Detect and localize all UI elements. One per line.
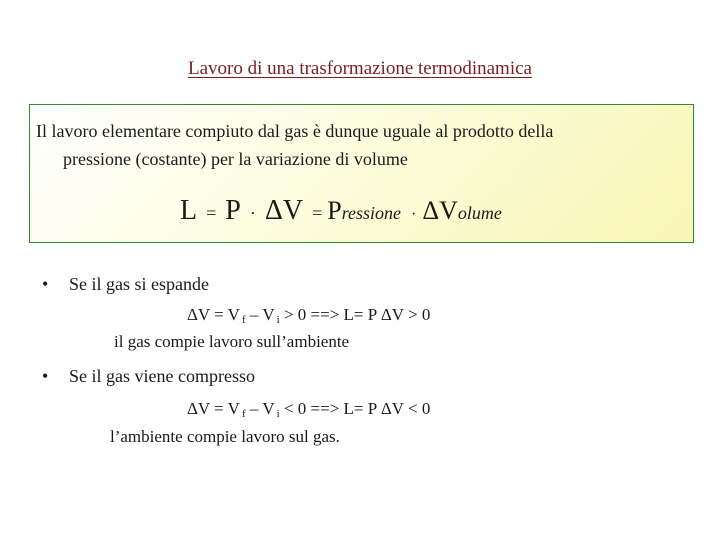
slide-title: [0, 58, 720, 80]
eq-part: – V: [245, 305, 275, 324]
bullet-compression-text: Se il gas viene compresso: [69, 366, 255, 386]
work-formula: [180, 195, 502, 227]
eq-part: – V: [245, 399, 275, 418]
formula-equals-2: =: [312, 203, 323, 223]
expansion-note: il gas compie lavoro sull’ambiente: [114, 332, 350, 351]
formula-delta-V-olume: ΔV: [422, 196, 458, 225]
eq-part: ΔV = V: [187, 399, 240, 418]
formula-equals-1: =: [206, 203, 217, 223]
compression-equation: [187, 399, 430, 420]
definition-line-1: Il lavoro elementare compiuto dal gas è dunque uguale al prodotto della: [36, 121, 554, 141]
definition-text: [36, 117, 553, 173]
formula-P-ressione: P: [327, 196, 342, 225]
bullet-expansion: [42, 274, 209, 295]
compression-note: l’ambiente compie lavoro sul gas.: [110, 427, 340, 446]
eq-part: < 0 ==> L= P ΔV < 0: [279, 399, 431, 418]
slide-title-text: Lavoro di una trasformazione termodinamica: [188, 58, 532, 79]
formula-L: L: [180, 195, 198, 226]
bullet-marker: •: [42, 366, 49, 386]
subscript-f: f: [241, 314, 246, 326]
formula-olume: olume: [457, 203, 502, 223]
subscript-i: i: [276, 408, 280, 420]
subscript-f: f: [241, 408, 246, 420]
formula-dot-1: ·: [249, 203, 256, 223]
subscript-i: i: [276, 314, 280, 326]
definition-box: [29, 104, 694, 243]
formula-dot-2: ·: [411, 206, 417, 223]
formula-P: P: [225, 195, 241, 226]
bullet-marker: •: [42, 274, 49, 294]
eq-part: ΔV = V: [187, 305, 240, 324]
bullet-compression: [42, 366, 255, 387]
eq-part: > 0 ==> L= P ΔV > 0: [279, 305, 431, 324]
formula-delta-V: ΔV: [264, 195, 304, 226]
expansion-equation: [187, 305, 430, 326]
formula-ressione: ressione: [341, 203, 402, 223]
definition-line-2: pressione (costante) per la variazione di volume: [63, 149, 408, 169]
bullet-expansion-text: Se il gas si espande: [69, 274, 209, 294]
